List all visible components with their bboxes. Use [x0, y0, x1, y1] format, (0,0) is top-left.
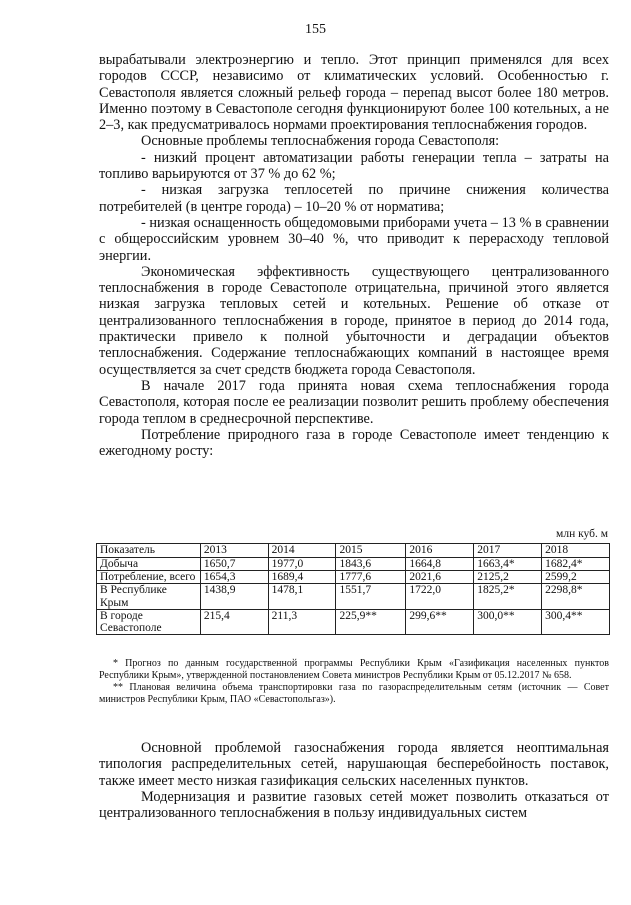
table-cell: 1843,6 [336, 558, 406, 571]
paragraph: - низкая оснащенность общедомовыми приборами учета – 13 % в сравнении с общероссийским уровнем 30–40 %, что приводит к перерасходу тепловой энергии. [99, 214, 609, 264]
table-header-row [97, 544, 610, 558]
table-row [97, 609, 610, 634]
column-header: 2015 [336, 544, 406, 558]
table-body [97, 544, 610, 635]
table-row [97, 558, 610, 571]
table-cell: 1682,4* [542, 558, 610, 571]
table-cell: 1825,2* [474, 584, 542, 609]
table-cell: 1689,4 [268, 571, 336, 584]
column-header: Показатель [97, 544, 201, 558]
table-cell: 1664,8 [406, 558, 474, 571]
column-header: 2016 [406, 544, 474, 558]
paragraph: вырабатывали электроэнергию и тепло. Этот принцип применялся для всех городов СССР, независимо от климатических условий. Особенностью г. Севастополя является сложный рельеф города – перепад высот более 180 метров. Именно поэтому в Севастополе сегодня функционируют более 100 котельных, а не 2–3, как предусматривалось нормами проектирования теплоснабжения городов. [99, 52, 609, 134]
row-label: Добыча [97, 558, 201, 571]
paragraph: Потребление природного газа в городе Севастополе имеет тенденцию к ежегодному росту: [99, 426, 609, 460]
table-cell: 1551,7 [336, 584, 406, 609]
table-cell: 1478,1 [268, 584, 336, 609]
row-label: В городе Севастополе [97, 609, 201, 634]
table-cell: 2125,2 [474, 571, 542, 584]
table-cell: 1663,4* [474, 558, 542, 571]
table-cell: 2298,8* [542, 584, 610, 609]
table-cell: 1654,3 [200, 571, 268, 584]
row-label: В Республике Крым [97, 584, 201, 609]
body-text-top [99, 52, 609, 459]
table-units: млн куб. м [556, 528, 608, 540]
paragraph: - низкий процент автоматизации работы генерации тепла – затраты на топливо варьируются от 37 % до 62 %; [99, 149, 609, 183]
table-row [97, 584, 610, 609]
gas-consumption-table [96, 543, 610, 635]
column-header: 2017 [474, 544, 542, 558]
table-cell: 300,0** [474, 609, 542, 634]
column-header: 2014 [268, 544, 336, 558]
table-cell: 1777,6 [336, 571, 406, 584]
table-cell: 1438,9 [200, 584, 268, 609]
column-header: 2018 [542, 544, 610, 558]
footnote: * Прогноз по данным государственной программы Республики Крым «Газификация населенных пунктов Республики Крым», утвержденной постановлением Совета министров Республики Крым от 05.12.2017 № 658. [99, 658, 609, 681]
table-cell: 1650,7 [200, 558, 268, 571]
table-cell: 2599,2 [542, 571, 610, 584]
footnote: ** Плановая величина объема транспортировки газа по газораспределительным сетям (источник — Совет министров Республики Крым, ПАО «Севастопольгаз»). [99, 682, 609, 705]
table-cell: 2021,6 [406, 571, 474, 584]
paragraph: Экономическая эффективность существующего централизованного теплоснабжения в городе Севастополе отрицательна, причиной этого является низкая загрузка тепловых сетей и котельных. Решение об отказе от централизованного теплоснабжения в городе, принятое в период до 2014 года, практически привело к полной убыточности и деградации объектов теплоснабжения. Содержание теплоснабжающих компаний в настоящее время осуществляется за счет средств бюджета города Севастополя. [99, 263, 609, 378]
table-cell: 299,6** [406, 609, 474, 634]
table-cell: 225,9** [336, 609, 406, 634]
table-cell: 211,3 [268, 609, 336, 634]
page-number: 155 [305, 22, 326, 37]
paragraph: Основной проблемой газоснабжения города является неоптимальная типология распределительных сетей, нарушающая бесперебойность поставок, также имеет место низкая газификация сельских населенных пунктов. [99, 740, 609, 789]
paragraph: В начале 2017 года принята новая схема теплоснабжения города Севастополя, которая после ее реализации позволит решить проблему обеспечения города теплом в среднесрочной перспективе. [99, 377, 609, 427]
paragraph: - низкая загрузка теплосетей по причине снижения количества потребителей (в центре города) – 10–20 % от норматива; [99, 182, 609, 215]
footnotes [99, 658, 609, 706]
table-cell: 300,4** [542, 609, 610, 634]
paragraph: Модернизация и развитие газовых сетей может позволить отказаться от централизованного теплоснабжения в пользу индивидуальных систем [99, 788, 609, 822]
table-row [97, 571, 610, 584]
body-text-bottom [99, 740, 609, 821]
row-label: Потребление, всего [97, 571, 201, 584]
column-header: 2013 [200, 544, 268, 558]
table-cell: 215,4 [200, 609, 268, 634]
table-cell: 1722,0 [406, 584, 474, 609]
paragraph: Основные проблемы теплоснабжения города Севастополя: [141, 133, 500, 150]
table-cell: 1977,0 [268, 558, 336, 571]
